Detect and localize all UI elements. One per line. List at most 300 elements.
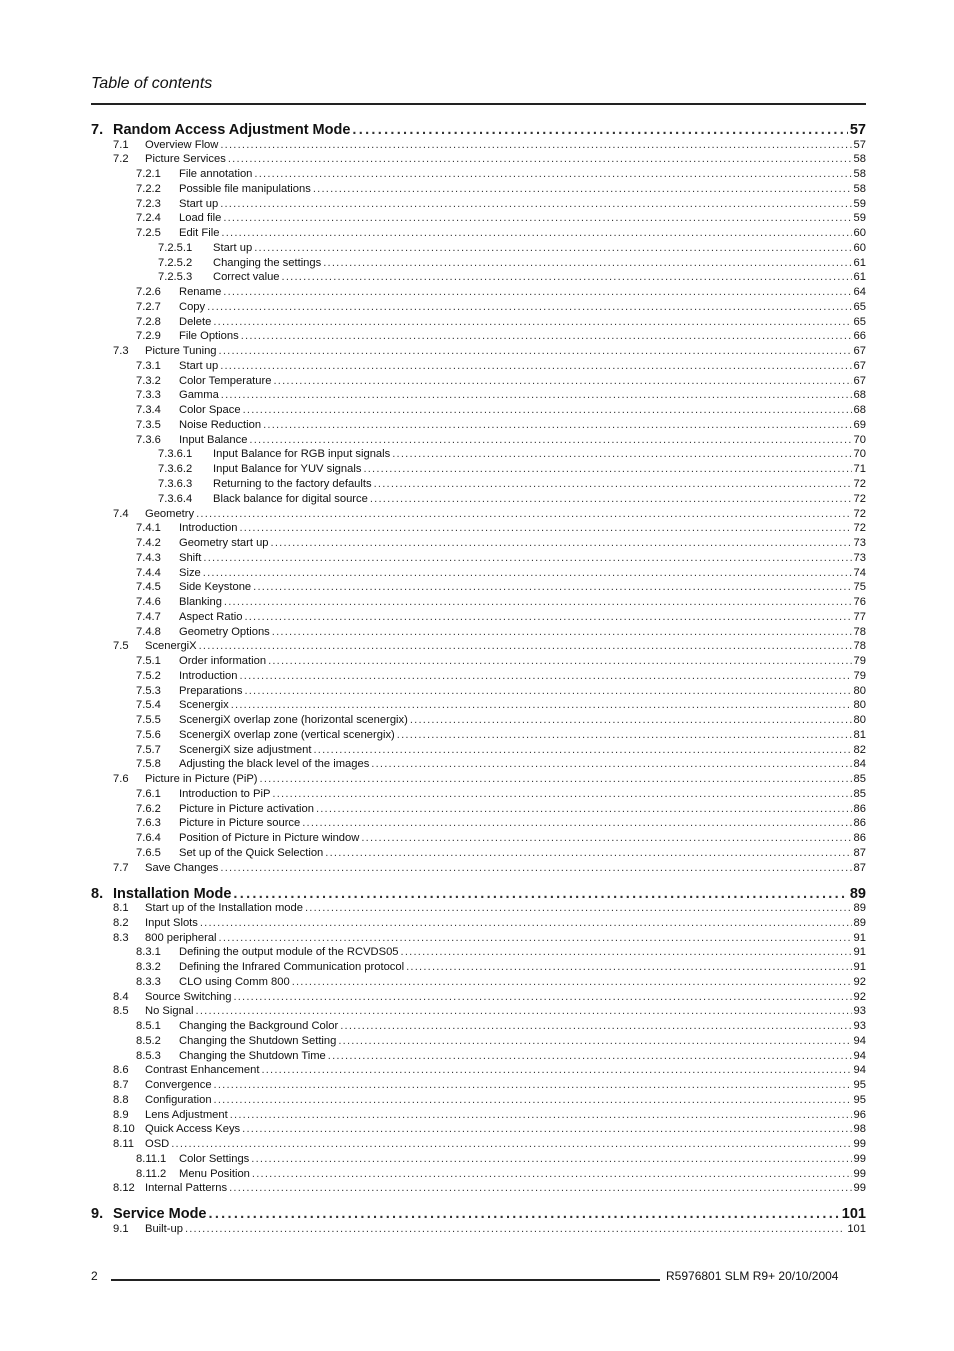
toc-leader-dots (213, 316, 851, 328)
toc-entry-page: 73 (853, 537, 866, 550)
toc-entry-page: 86 (853, 832, 866, 845)
toc-entry-number: 7.2.4 (136, 212, 161, 225)
toc-entry[interactable] (136, 594, 866, 608)
toc-entry-number: 8.5.2 (136, 1034, 161, 1047)
toc-entry[interactable] (158, 269, 866, 283)
toc-entry-page: 78 (853, 625, 866, 638)
toc-entry-number: 7.6.5 (136, 846, 161, 859)
toc-entry-page: 69 (853, 418, 866, 431)
toc-entry-page: 65 (853, 300, 866, 313)
toc-entry-number: 7.5.4 (136, 699, 161, 712)
toc-entry[interactable] (113, 930, 866, 944)
toc-leader-dots (200, 917, 852, 929)
toc-entry-number: 7.2.3 (136, 197, 161, 210)
toc-entry-label: Input Balance for YUV signals (213, 463, 362, 476)
toc-entry-label: Scenergix (179, 699, 229, 712)
toc-entry-number: 7.5.1 (136, 655, 161, 668)
toc-entry[interactable] (113, 1062, 866, 1076)
toc-entry-number: 9.1 (113, 1222, 129, 1235)
toc-entry-number: 8.3.1 (136, 946, 161, 959)
toc-entry-page: 94 (853, 1049, 866, 1062)
toc-entry-label: Save Changes (145, 861, 219, 874)
toc-entry[interactable] (113, 638, 866, 652)
toc-entry-number: 8.3.2 (136, 961, 161, 974)
toc-entry-label: Returning to the factory defaults (213, 477, 372, 490)
toc-leader-dots (302, 817, 851, 829)
toc-entry-number: 7.5.7 (136, 743, 161, 756)
toc-entry-label: Color Settings (179, 1152, 250, 1165)
toc-entry-page: 93 (853, 1020, 866, 1033)
toc-entry-page: 58 (853, 153, 866, 166)
toc-entry[interactable] (136, 697, 866, 711)
toc-leader-dots (224, 596, 852, 608)
toc-entry-page: 96 (853, 1108, 866, 1121)
toc-leader-dots (171, 1138, 851, 1150)
toc-entry[interactable] (113, 506, 866, 520)
toc-entry-number: 8.1 (113, 902, 129, 914)
toc-entry-label: Noise Reduction (179, 418, 262, 431)
toc-entry-number: 8.5.1 (136, 1020, 161, 1033)
toc-entry-label: Contrast Enhancement (145, 1064, 260, 1077)
toc-entry-label: ScenergiX (145, 640, 197, 653)
toc-entry-page: 92 (853, 975, 866, 988)
toc-entry-number: 7.5 (113, 640, 129, 653)
toc-entry-label: Installation Mode (113, 885, 232, 902)
toc-entry[interactable] (136, 683, 866, 697)
toc-entry[interactable] (136, 210, 866, 224)
toc-entry-page: 87 (853, 861, 866, 874)
toc-leader-dots (261, 1064, 851, 1076)
toc-entry-page: 86 (853, 817, 866, 830)
toc-entry-page: 59 (853, 212, 866, 225)
toc-entry-number: 7.2.5.2 (158, 256, 193, 269)
toc-entry-label: Start up (213, 241, 253, 254)
toc-leader-dots (229, 1182, 851, 1194)
toc-entry[interactable] (136, 830, 866, 844)
toc-entry[interactable] (113, 771, 866, 785)
toc-entry-number: 7.1 (113, 138, 129, 151)
toc-entry[interactable] (113, 1077, 866, 1091)
toc-leader-dots (305, 902, 852, 914)
toc-entry-number: 7.5.5 (136, 714, 161, 727)
toc-entry[interactable] (136, 727, 866, 741)
toc-entry-label: ScenergiX overlap zone (horizontal scenergix) (179, 714, 408, 727)
toc-entry-label: No Signal (145, 1005, 194, 1018)
toc-entry[interactable] (136, 801, 866, 815)
toc-leader-dots (196, 508, 851, 520)
toc-entry-label: Geometry (145, 507, 195, 520)
toc-entry-label: ScenergiX size adjustment (179, 743, 312, 756)
toc-entry-label: Picture Services (145, 153, 226, 166)
toc-entry[interactable] (136, 196, 866, 210)
toc-entry[interactable] (136, 432, 866, 446)
toc-entry-page: 68 (853, 404, 866, 417)
toc-entry-label: Set up of the Quick Selection (179, 846, 324, 859)
toc-entry-page: 71 (853, 463, 866, 476)
toc-leader-dots (214, 1079, 852, 1091)
toc-entry-number: 7.6.4 (136, 832, 161, 845)
toc-entry-number: 7.3.6.2 (158, 463, 193, 476)
toc-entry[interactable] (113, 1180, 866, 1194)
toc-entry-page: 86 (853, 802, 866, 815)
toc-entry-label: Convergence (145, 1079, 212, 1092)
toc-entry[interactable] (113, 1136, 866, 1150)
toc-entry[interactable] (136, 786, 866, 800)
toc-entry-page: 99 (853, 1152, 866, 1165)
toc-leader-dots (410, 714, 852, 726)
toc-entry-label: Picture in Picture source (179, 817, 301, 830)
toc-entry[interactable] (136, 535, 866, 549)
toc-leader-dots (199, 640, 852, 652)
toc-entry-page: 73 (853, 551, 866, 564)
toc-entry-number: 8.11 (113, 1138, 134, 1151)
toc-entry-page: 58 (853, 182, 866, 195)
toc-entry-number: 7.3.6.3 (158, 477, 193, 490)
toc-entry-label: File Options (179, 330, 239, 343)
toc-entry-label: Overview Flow (145, 138, 219, 151)
toc-entry[interactable] (113, 1003, 866, 1017)
toc-leader-dots (313, 744, 851, 756)
toc-entry-page: 78 (853, 640, 866, 653)
toc-entry-page: 89 (853, 916, 866, 929)
page-number: 2 (91, 1269, 98, 1283)
toc-entry[interactable] (136, 565, 866, 579)
toc-entry-page: 91 (853, 931, 866, 944)
toc-entry-label: Picture in Picture (PiP) (145, 773, 258, 786)
toc-entry[interactable] (136, 1166, 866, 1180)
toc-entry-number: 7.2.5 (136, 227, 161, 240)
toc-leader-dots (231, 699, 852, 711)
toc-entry-page: 72 (853, 507, 866, 520)
toc-entry[interactable] (136, 1018, 866, 1032)
toc-entry-number: 7. (91, 122, 104, 138)
toc-entry-label: Color Space (179, 404, 241, 417)
toc-entry[interactable] (136, 845, 866, 859)
toc-entry[interactable] (136, 653, 866, 667)
toc-leader-dots (185, 1223, 845, 1235)
toc-entry-number: 7.5.2 (136, 669, 161, 682)
toc-entry-label: Random Access Adjustment Mode (113, 122, 351, 138)
toc-entry[interactable] (113, 151, 866, 165)
toc-entry-number: 8.11.1 (136, 1152, 167, 1165)
toc-leader-dots (401, 946, 852, 958)
toc-leader-dots (272, 788, 851, 800)
toc-entry-page: 72 (853, 477, 866, 490)
toc-entry-number: 7.4.1 (136, 522, 161, 535)
toc-leader-dots (254, 168, 851, 180)
toc-entry[interactable] (136, 1048, 866, 1062)
toc-entry-page: 66 (853, 330, 866, 343)
toc-entry-label: ScenergiX overlap zone (vertical scenergix) (179, 728, 395, 741)
toc-entry-label: Position of Picture in Picture window (179, 832, 360, 845)
page-header-title: Table of contents (91, 75, 213, 92)
toc-entry-number: 7.2.8 (136, 315, 161, 328)
toc-entry-label: Changing the Background Color (179, 1020, 339, 1033)
toc-entry-page: 74 (853, 566, 866, 579)
toc-leader-dots (196, 1005, 852, 1017)
toc-entry[interactable] (158, 491, 866, 505)
toc-entry[interactable] (158, 240, 866, 254)
toc-entry-label: Order information (179, 655, 267, 668)
toc-entry-number: 7.4.4 (136, 566, 161, 579)
toc-entry-number: 7.3.1 (136, 359, 161, 372)
toc-entry[interactable] (113, 900, 866, 914)
toc-entry[interactable] (136, 181, 866, 195)
toc-entry-page: 61 (853, 271, 866, 284)
toc-entry-label: 800 peripheral (145, 931, 217, 944)
toc-entry-label: Picture in Picture activation (179, 802, 314, 815)
toc-entry-page: 101 (847, 1222, 866, 1235)
toc-entry[interactable] (136, 328, 866, 342)
toc-entry-page: 92 (853, 990, 866, 1003)
toc-entry-page: 94 (853, 1064, 866, 1077)
toc-entry[interactable] (113, 1092, 866, 1106)
toc-entry-number: 7.2.9 (136, 330, 161, 343)
toc-entry[interactable] (136, 756, 866, 770)
toc-entry-label: Introduction (179, 669, 238, 682)
toc-entry-number: 8. (91, 885, 104, 902)
toc-entry-label: Internal Patterns (145, 1182, 228, 1195)
toc-leader-dots (282, 271, 852, 283)
toc-chapter-entry[interactable] (91, 120, 866, 138)
toc-entry-page: 101 (841, 1206, 866, 1223)
toc-entry-number: 7.3.6.4 (158, 492, 193, 505)
toc-entry-label: Rename (179, 286, 222, 299)
toc-leader-dots (223, 286, 851, 298)
toc-leader-dots (392, 448, 851, 460)
toc-entry-page: 68 (853, 389, 866, 402)
toc-entry-number: 7.3.6.1 (158, 448, 193, 461)
toc-entry-number: 7.3.6 (136, 433, 161, 446)
toc-entry-number: 7.2 (113, 153, 129, 166)
toc-leader-dots (260, 773, 852, 785)
toc-entry-number: 7.2.1 (136, 168, 161, 181)
toc-entry-number: 7.4.2 (136, 537, 161, 550)
toc-entry-page: 77 (853, 610, 866, 623)
toc-entry-label: Possible file manipulations (179, 182, 311, 195)
toc-leader-dots (203, 567, 852, 579)
toc-entry-number: 7.6 (113, 773, 129, 786)
toc-entry-page: 67 (853, 345, 866, 358)
toc-entry-page: 57 (849, 122, 866, 138)
toc-entry-label: File annotation (179, 168, 253, 181)
toc-entry-number: 7.5.6 (136, 728, 161, 741)
header-divider (91, 103, 866, 105)
toc-entry-page: 60 (853, 241, 866, 254)
toc-entry-label: Start up of the Installation mode (145, 902, 303, 914)
toc-entry-page: 80 (853, 714, 866, 727)
toc-leader-dots (292, 976, 852, 988)
toc-leader-dots (239, 670, 851, 682)
toc-entry[interactable] (136, 959, 866, 973)
toc-entry-number: 8.2 (113, 916, 129, 929)
toc-entry-page: 67 (853, 359, 866, 372)
toc-entry-page: 79 (853, 669, 866, 682)
toc-entry[interactable] (136, 166, 866, 180)
toc-entry[interactable] (136, 520, 866, 534)
toc-entry[interactable] (136, 1033, 866, 1047)
toc-entry-label: Correct value (213, 271, 280, 284)
toc-entry[interactable] (136, 712, 866, 726)
toc-entry[interactable] (136, 742, 866, 756)
toc-entry-page: 72 (853, 492, 866, 505)
toc-entry-number: 8.12 (113, 1182, 135, 1195)
toc-entry-label: Introduction to PiP (179, 787, 271, 800)
toc-leader-dots (371, 758, 851, 770)
toc-entry-number: 8.3.3 (136, 975, 161, 988)
toc-entry[interactable] (136, 624, 866, 638)
toc-entry-number: 7.4 (113, 507, 129, 520)
toc-entry[interactable] (136, 299, 866, 313)
toc-entry-page: 89 (849, 885, 866, 902)
toc-entry-number: 8.10 (113, 1123, 135, 1136)
toc-entry-label: Gamma (179, 389, 219, 402)
toc-entry-page: 75 (853, 581, 866, 594)
toc-entry[interactable] (136, 944, 866, 958)
toc-leader-dots (328, 1050, 852, 1062)
toc-entry-page: 84 (853, 758, 866, 771)
toc-entry-number: 7.3.5 (136, 418, 161, 431)
toc-entry-number: 7.7 (113, 861, 129, 874)
toc-leader-dots (340, 1020, 851, 1032)
toc-entry-page: 99 (853, 1138, 866, 1151)
toc-leader-dots (220, 198, 851, 210)
toc-entry-label: Input Balance (179, 433, 248, 446)
document-reference: R5976801 SLM R9+ 20/10/2004 (666, 1269, 839, 1283)
toc-entry[interactable] (136, 974, 866, 988)
toc-entry[interactable] (136, 358, 866, 372)
toc-entry-number: 7.4.3 (136, 551, 161, 564)
toc-entry[interactable] (136, 815, 866, 829)
toc-leader-dots (363, 463, 851, 475)
toc-leader-dots (313, 183, 852, 195)
toc-entry-label: Picture Tuning (145, 345, 217, 358)
toc-leader-dots (243, 404, 852, 416)
toc-entry-label: Shift (179, 551, 202, 564)
toc-entry[interactable] (136, 668, 866, 682)
toc-entry-number: 7.6.1 (136, 787, 161, 800)
toc-entry[interactable] (158, 476, 866, 490)
toc-entry[interactable] (113, 989, 866, 1003)
toc-entry-label: Input Slots (145, 916, 198, 929)
toc-entry-number: 7.3.4 (136, 404, 161, 417)
toc-entry-page: 70 (853, 448, 866, 461)
toc-entry[interactable] (113, 1121, 866, 1135)
toc-leader-dots (397, 729, 852, 741)
toc-entry-label: Side Keystone (179, 581, 252, 594)
toc-leader-dots (249, 434, 851, 446)
toc-entry[interactable] (136, 284, 866, 298)
toc-leader-dots (242, 1123, 851, 1135)
toc-entry-page: 72 (853, 522, 866, 535)
toc-entry[interactable] (158, 446, 866, 460)
toc-entry[interactable] (113, 915, 866, 929)
toc-entry-label: Built-up (145, 1222, 183, 1235)
toc-entry[interactable] (113, 1107, 866, 1121)
toc-entry-number: 7.5.3 (136, 684, 161, 697)
toc-entry-number: 8.5.3 (136, 1049, 161, 1062)
toc-entry-number: 7.6.3 (136, 817, 161, 830)
toc-leader-dots (221, 227, 851, 239)
toc-chapter-entry[interactable] (91, 1204, 866, 1222)
toc-entry-label: Service Mode (113, 1206, 207, 1223)
toc-entry-label: Delete (179, 315, 212, 328)
toc-leader-dots (241, 330, 852, 342)
toc-entry[interactable] (136, 1151, 866, 1165)
toc-entry[interactable] (136, 387, 866, 401)
toc-entry-page: 79 (853, 655, 866, 668)
toc-leader-dots (244, 611, 851, 623)
toc-entry-page: 58 (853, 168, 866, 181)
toc-entry[interactable] (158, 461, 866, 475)
toc-leader-dots (219, 345, 852, 357)
toc-entry-number: 7.2.7 (136, 300, 161, 313)
toc-entry-label: Preparations (179, 684, 243, 697)
toc-leader-dots (272, 626, 852, 638)
toc-entry[interactable] (136, 550, 866, 564)
toc-entry-label: Edit File (179, 227, 220, 240)
toc-entry-label: Source Switching (145, 990, 232, 1003)
toc-entry-label: Configuration (145, 1093, 212, 1106)
toc-entry[interactable] (136, 402, 866, 416)
toc-entry-page: 57 (853, 138, 866, 151)
toc-entry-page: 99 (853, 1182, 866, 1195)
toc-entry[interactable] (136, 417, 866, 431)
toc-leader-dots (239, 522, 851, 534)
toc-entry[interactable] (113, 343, 866, 357)
toc-entry-page: 91 (853, 961, 866, 974)
toc-leader-dots (325, 847, 851, 859)
toc-entry-page: 89 (853, 902, 866, 914)
toc-chapter-entry[interactable] (91, 884, 866, 902)
toc-entry[interactable] (113, 860, 866, 874)
toc-entry[interactable] (136, 579, 866, 593)
toc-leader-dots (406, 961, 851, 973)
toc-entry-label: Aspect Ratio (179, 610, 243, 623)
toc-entry-page: 61 (853, 256, 866, 269)
toc-entry-page: 93 (853, 1005, 866, 1018)
toc-entry[interactable] (113, 137, 866, 151)
toc-entry-label: Size (179, 566, 201, 579)
toc-entry-number: 7.4.6 (136, 596, 161, 609)
toc-entry[interactable] (158, 255, 866, 269)
toc-entry[interactable] (113, 1221, 866, 1235)
toc-entry-page: 80 (853, 699, 866, 712)
footer-divider (111, 1279, 660, 1281)
toc-leader-dots (230, 1109, 852, 1121)
toc-leader-dots (316, 803, 852, 815)
toc-leader-dots (214, 1094, 852, 1106)
toc-entry[interactable] (136, 609, 866, 623)
toc-entry-number: 7.4.5 (136, 581, 161, 594)
toc-entry[interactable] (136, 225, 866, 239)
toc-entry-page: 80 (853, 684, 866, 697)
toc-entry-label: Adjusting the black level of the images (179, 758, 370, 771)
toc-entry[interactable] (136, 314, 866, 328)
toc-leader-dots (223, 212, 851, 224)
toc-entry-label: Input Balance for RGB input signals (213, 448, 391, 461)
toc-entry-page: 87 (853, 846, 866, 859)
toc-entry-page: 76 (853, 596, 866, 609)
toc-entry-label: Defining the Infrared Communication protocol (179, 961, 405, 974)
toc-entry-number: 8.11.2 (136, 1167, 167, 1180)
toc-entry-number: 7.3 (113, 345, 129, 358)
toc-leader-dots (220, 139, 851, 151)
toc-entry-number: 7.3.2 (136, 374, 161, 387)
toc-entry[interactable] (136, 373, 866, 387)
toc-leader-dots (268, 655, 851, 667)
toc-entry-number: 8.5 (113, 1005, 129, 1018)
